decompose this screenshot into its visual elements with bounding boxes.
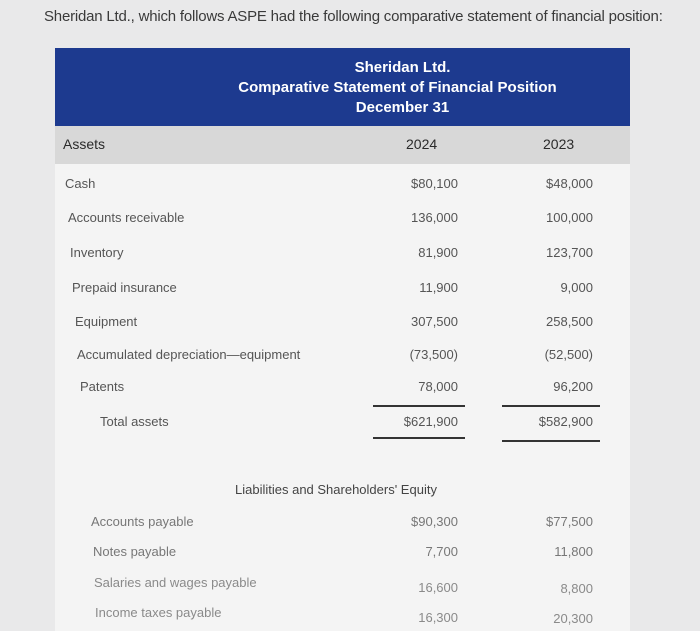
liability-notes-2023: 11,800: [554, 544, 593, 559]
liability-payable-2024: $90,300: [411, 514, 458, 529]
asset-label-accumulated-depreciation: Accumulated depreciation—equipment: [77, 347, 301, 362]
company-name: Sheridan Ltd.: [354, 59, 451, 76]
liability-payable-2023: $77,500: [546, 514, 593, 529]
asset-patents-2024: 78,000: [418, 379, 458, 394]
asset-cash-2024: $80,100: [411, 176, 458, 191]
liability-label-accounts-payable: Accounts payable: [91, 514, 194, 529]
liability-income-taxes-2023: 20,300: [553, 611, 593, 626]
asset-patents-2023: 96,200: [553, 379, 593, 394]
liability-salaries-2023: 8,800: [560, 581, 593, 596]
assets-heading: Assets: [63, 136, 106, 152]
financial-statement: [55, 48, 630, 631]
subtotal-rule-2023: [502, 405, 600, 407]
asset-prepaid-2024: 11,900: [419, 280, 458, 295]
total-rule-2024: [373, 437, 465, 439]
statement-date: December 31: [355, 99, 450, 116]
total-assets-2024: $621,900: [403, 414, 458, 429]
asset-label-inventory: Inventory: [70, 245, 124, 260]
liability-notes-2024: 7,700: [425, 544, 458, 559]
asset-label-equipment: Equipment: [75, 314, 138, 329]
asset-prepaid-2023: 9,000: [560, 280, 593, 295]
asset-inventory-2023: 123,700: [546, 245, 593, 260]
asset-equipment-2024: 307,500: [411, 314, 458, 329]
total-assets-2023: $582,900: [538, 414, 593, 429]
subtotal-rule-2024: [373, 405, 465, 407]
asset-label-prepaid-insurance: Prepaid insurance: [72, 280, 177, 295]
statement-header: [55, 48, 630, 126]
liabilities-heading: Liabilities and Shareholders' Equity: [235, 482, 437, 497]
liability-label-salaries-wages: Salaries and wages payable: [94, 575, 257, 590]
liability-salaries-2024: 16,600: [418, 580, 458, 595]
asset-label-cash: Cash: [65, 176, 96, 191]
liability-income-taxes-2024: 16,300: [418, 610, 458, 625]
total-rule-2023: [502, 440, 600, 442]
asset-inventory-2024: 81,900: [418, 245, 458, 260]
asset-equipment-2023: 258,500: [546, 314, 593, 329]
asset-receivable-2024: 136,000: [411, 210, 458, 225]
year-2023-heading: 2023: [543, 136, 575, 152]
liability-label-notes-payable: Notes payable: [93, 544, 177, 559]
intro-text: Sheridan Ltd., which follows ASPE had the following comparative statement of financial position:: [44, 8, 663, 25]
liability-label-income-taxes: Income taxes payable: [95, 605, 222, 620]
asset-depreciation-2024: (73,500): [409, 347, 458, 362]
asset-receivable-2023: 100,000: [546, 210, 593, 225]
asset-depreciation-2023: (52,500): [544, 347, 593, 362]
total-assets-label: Total assets: [100, 414, 169, 429]
asset-label-patents: Patents: [80, 379, 125, 394]
statement-title: Comparative Statement of Financial Position: [238, 79, 557, 96]
asset-label-accounts-receivable: Accounts receivable: [68, 210, 185, 225]
year-2024-heading: 2024: [406, 136, 438, 152]
asset-cash-2023: $48,000: [546, 176, 593, 191]
